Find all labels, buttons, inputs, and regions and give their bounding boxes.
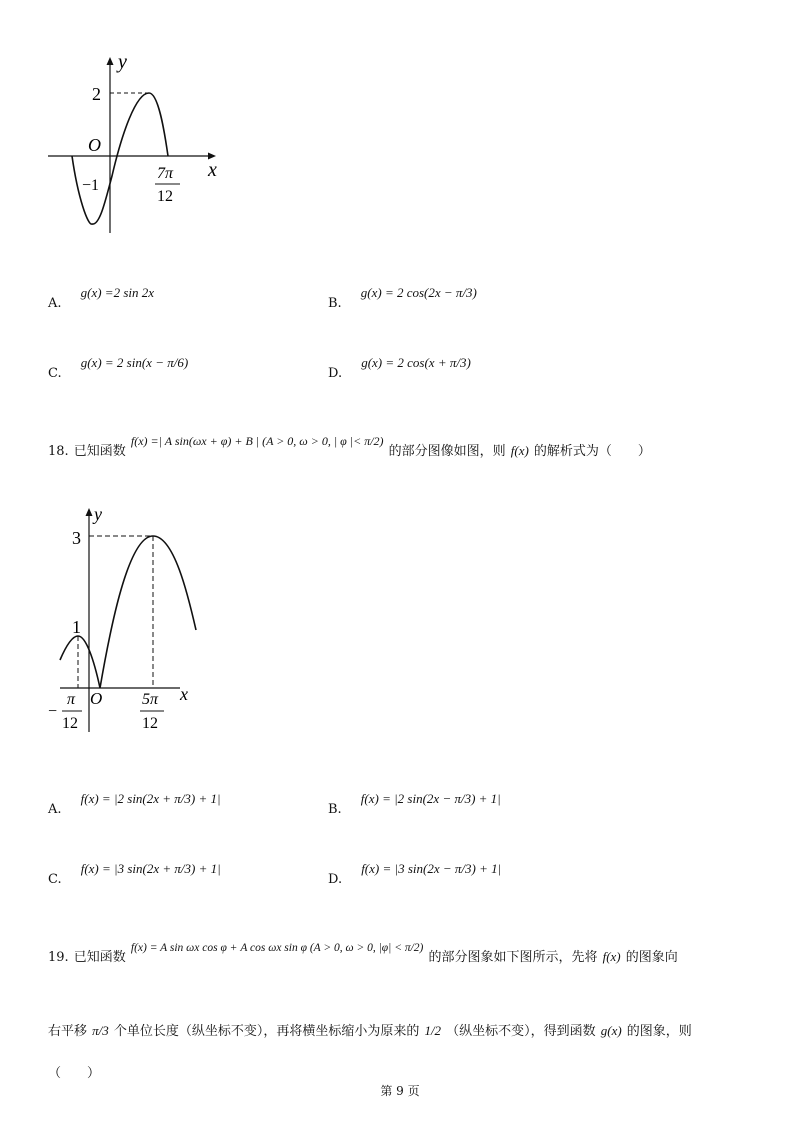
q19-number: 19. (48, 950, 69, 965)
option-label: D. (328, 872, 343, 887)
q19-tail1: 的部分图象如下图所示，先将 (428, 950, 598, 965)
graph-2-right-tick-num: 5π (142, 691, 159, 708)
q18-option-b[interactable] (328, 791, 501, 817)
q18-lead: 已知函数 (73, 444, 126, 459)
graph-2-curve (60, 536, 196, 688)
q18-fx: f(x) (510, 443, 529, 458)
option-formula: f(x) = |2 sin(2x − π/3) + 1| (360, 791, 501, 806)
q18-tail: 的部分图像如图，则 (388, 444, 506, 459)
graph-2-max-label: 3 (72, 528, 81, 548)
graph-1-origin-label: O (88, 135, 101, 155)
q19-formula: f(x) = A sin ωx cos φ + A cos ωx sin φ (A > 0, ω > 0, |φ| < π/2) (130, 942, 424, 954)
q19-lead: 已知函数 (73, 950, 126, 965)
option-label: C. (48, 872, 62, 887)
q19-tail2: 的图象向 (625, 950, 678, 965)
q18-option-c[interactable] (48, 861, 221, 887)
page-footer: 第 9 页 (380, 1084, 420, 1098)
q18-option-d[interactable] (328, 861, 502, 887)
graph-1-x-label: x (208, 159, 217, 181)
q19-line2b: 个单位长度（纵坐标不变），再将横坐标缩小为原来的 (113, 1024, 420, 1039)
q17-option-a[interactable] (48, 285, 155, 311)
option-label: C. (48, 366, 62, 381)
q18-formula: f(x) =| A sin(ωx + φ) + B | (A > 0, ω > 0, | φ |< π/2) (130, 434, 384, 448)
q17-option-c[interactable] (48, 355, 189, 381)
graph-2-y-label: y (94, 504, 102, 524)
q19-line2c: （纵坐标不变），得到函数 (446, 1024, 596, 1039)
q19-frac-pi3: π/3 (92, 1023, 109, 1038)
graph-1 (40, 48, 260, 248)
graph-2-origin-label: O (90, 689, 103, 708)
q19-stem-line1 (48, 942, 678, 965)
graph-2-x-label: x (180, 684, 188, 704)
q17-option-d[interactable] (328, 355, 471, 381)
q18-end: 的解析式为（ ） (533, 444, 651, 459)
q19-fx: f(x) (602, 949, 621, 964)
graph-1-xtick-den: 12 (157, 188, 173, 205)
q19-stem-line2 (48, 1020, 692, 1039)
option-formula: f(x) = |2 sin(2x + π/3) + 1| (80, 791, 221, 806)
graph-1-y-arrow (107, 57, 114, 65)
graph-2-left-tick-den: 12 (62, 715, 78, 732)
graph-2-one-label: 1 (72, 617, 81, 637)
graph-2 (40, 500, 260, 740)
q18-stem (48, 434, 651, 459)
q18-number: 18. (48, 444, 69, 459)
option-formula: f(x) = |3 sin(2x + π/3) + 1| (80, 861, 221, 876)
graph-2-left-tick-num: π (67, 691, 76, 708)
option-formula: f(x) = |3 sin(2x − π/3) + 1| (361, 861, 502, 876)
q18-option-a[interactable] (48, 791, 221, 817)
q19-answer-bracket: （ ） (48, 1066, 101, 1081)
option-label: B. (328, 296, 342, 311)
q17-option-b[interactable] (328, 285, 477, 311)
option-label: A. (48, 296, 62, 311)
option-formula: g(x) = 2 cos(2x − π/3) (360, 285, 477, 300)
q19-line2a: 右平移 (48, 1024, 88, 1039)
graph-1-curve (72, 93, 168, 224)
q19-gx: g(x) (600, 1023, 622, 1038)
graph-1-min-label: −1 (82, 177, 100, 194)
graph-1-y-label: y (118, 51, 127, 73)
option-formula: g(x) = 2 sin(x − π/6) (80, 355, 189, 370)
q19-line2d: 的图象，则 (626, 1024, 692, 1039)
option-label: A. (48, 802, 62, 817)
option-formula: g(x) = 2 cos(x + π/3) (361, 355, 471, 370)
option-label: D. (328, 366, 343, 381)
graph-2-left-tick-sign: − (48, 703, 58, 720)
option-formula: g(x) =2 sin 2x (80, 285, 155, 300)
graph-2-y-arrow (86, 508, 93, 516)
option-label: B. (328, 802, 342, 817)
q19-frac-half: 1/2 (424, 1023, 442, 1038)
graph-2-right-tick-den: 12 (142, 715, 158, 732)
graph-1-max-label: 2 (92, 84, 101, 104)
graph-1-xtick-num: 7π (157, 165, 174, 182)
